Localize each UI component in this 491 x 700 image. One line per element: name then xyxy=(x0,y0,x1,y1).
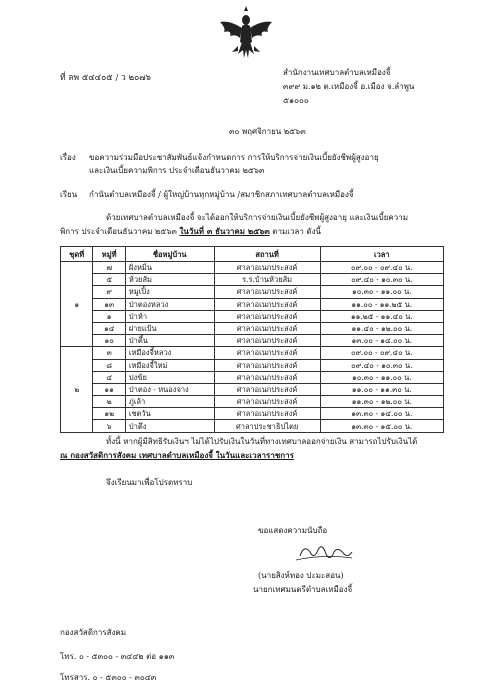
time-cell: ๑๓.๓๐ - ๑๔.๐๐ น. xyxy=(320,408,443,420)
service-date: ในวันที่ ๓ ธันวาคม ๒๕๖๓ xyxy=(179,226,270,236)
place-cell: ศาลาอเนกประสงค์ xyxy=(214,262,320,274)
place-cell: ร.ร.บ้านห้วยส้ม xyxy=(214,274,320,286)
recipient-label: เรียน xyxy=(60,190,78,199)
unit-cell xyxy=(61,347,93,359)
header-moo: หมู่ที่ xyxy=(93,247,125,262)
subject-label: เรื่อง xyxy=(60,153,76,162)
time-cell: ๐๙.๔๐ - ๑๐.๓๐ น. xyxy=(320,359,443,371)
header-time: เวลา xyxy=(320,247,443,262)
table-row xyxy=(61,347,444,359)
unit-cell xyxy=(61,274,93,286)
unit-cell xyxy=(61,335,93,347)
place-cell: ศาลาอเนกประสงค์ xyxy=(214,408,320,420)
time-cell: ๑๑.๐๐ - ๑๑.๓๐ น. xyxy=(320,383,443,395)
footer-telephone: โทร. ๐ - ๕๓๐๐ - ๓๔๔๒ ต่อ ๑๑๓ xyxy=(60,652,175,661)
body-line-2 xyxy=(60,227,321,237)
time-cell: ๐๙.๐๐ - ๐๙.๔๐ น. xyxy=(320,262,443,274)
village-cell: ห้วยส้ม xyxy=(125,274,214,286)
moo-cell: ๓ xyxy=(93,347,125,359)
footer-department: กองสวัสดิการสังคม xyxy=(60,628,127,637)
header-place: สถานที่ xyxy=(214,247,320,262)
unit-cell: ๒ xyxy=(61,383,93,395)
table-header-row xyxy=(61,247,444,262)
moo-cell: ๑๒ xyxy=(93,408,125,420)
unit-cell: ๑ xyxy=(61,298,93,310)
table-row xyxy=(61,274,444,286)
unit-cell xyxy=(61,371,93,383)
village-cell: ป่าตอง - หนองจาง xyxy=(125,383,214,395)
unit-cell xyxy=(61,310,93,322)
time-cell: ๐๙.๐๐ - ๐๙.๔๐ น. xyxy=(320,347,443,359)
table-row xyxy=(61,420,444,432)
village-cell: เหมืองจี้หลวง xyxy=(125,347,214,359)
unit-cell xyxy=(61,286,93,298)
time-cell: ๑๐.๓๐ - ๑๑.๐๐ น. xyxy=(320,286,443,298)
office-address: ๓๙๙ ม.๑๒ ต.เหมืองจี้ อ.เมือง จ.ลำพูน xyxy=(283,82,415,91)
office-postcode: ๕๑๐๐๐ xyxy=(283,96,309,105)
place-cell: ศาลาอเนกประสงค์ xyxy=(214,298,320,310)
note-line-1: ทั้งนี้ หากผู้มีสิทธิรับเงินฯ ไม่ได้ไปรับเงินในวันที่ทางเทศบาลออกจ่ายเงิน สามารถไปรับเงินได้ xyxy=(106,437,418,446)
recipient-text: กำนันตำบลเหมืองจี้ / ผู้ใหญ่บ้านทุกหมู่บ้าน /สมาชิกสภาเทศบาลตำบลเหมืองจี้ xyxy=(89,190,354,199)
village-cell: ภู่เล้า xyxy=(125,396,214,408)
village-cell: ป่าตองหลวง xyxy=(125,298,214,310)
header-unit: ชุดที่ xyxy=(61,247,93,262)
place-cell: ศาลาอเนกประสงค์ xyxy=(214,286,320,298)
place-cell: ศาลาอเนกประสงค์ xyxy=(214,359,320,371)
time-cell: ๑๑.๐๐ - ๑๑.๒๕ น. xyxy=(320,298,443,310)
place-cell: ศาลาอเนกประสงค์ xyxy=(214,335,320,347)
village-cell: ป่าตึง xyxy=(125,420,214,432)
unit-cell xyxy=(61,420,93,432)
table-row xyxy=(61,310,444,322)
signer-name: (นายสิงห์ทอง ปะมะสอน) xyxy=(258,571,344,580)
time-cell: ๑๑.๓๐ - ๑๒.๐๐ น. xyxy=(320,396,443,408)
unit-cell xyxy=(61,408,93,420)
place-cell: ศาลาอเนกประสงค์ xyxy=(214,383,320,395)
unit-cell xyxy=(61,262,93,274)
table-row xyxy=(61,286,444,298)
header-village: ชื่อหมู่บ้าน xyxy=(125,247,214,262)
body-line-2-prefix: พิการ ประจำเดือนธันวาคม ๒๕๖๓ xyxy=(60,227,180,236)
body-line-2-suffix: ตามเวลา ดังนี้ xyxy=(269,227,321,236)
moo-cell: ๑ xyxy=(93,310,125,322)
place-cell: ศาลาประชาธิปไตย xyxy=(214,420,320,432)
closing-text: จึงเรียนมาเพื่อโปรดทราบ xyxy=(106,478,193,487)
moo-cell: ๙ xyxy=(93,286,125,298)
subject-line-1: ขอความร่วมมือประชาสัมพันธ์แจ้งกำหนดการ การให้บริการจ่ายเงินเบี้ยยังชีพผู้สูงอายุ xyxy=(89,153,379,162)
table-row xyxy=(61,359,444,371)
village-cell: ฝายแป้น xyxy=(125,322,214,334)
moo-cell: ๑๑ xyxy=(93,383,125,395)
moo-cell: ๑๔ xyxy=(93,322,125,334)
garuda-emblem-icon xyxy=(218,6,274,62)
subject-line-2: และเงินเบี้ยความพิการ ประจำเดือนธันวาคม ๒๕๖๓ xyxy=(89,166,265,175)
village-cell: เหมืองจี้ใหม่ xyxy=(125,359,214,371)
document-number: ที่ ลพ ๕๔๔๐๕ / ว ๒๐๗๖ xyxy=(60,73,152,83)
moo-cell: ๕ xyxy=(93,274,125,286)
table-body xyxy=(61,262,444,433)
footer-fax: โทรสาร. ๐ - ๕๓๐๐ - ๓๐๔๓ xyxy=(60,673,157,682)
village-cell: หมูเปิ้ง xyxy=(125,286,214,298)
table-row xyxy=(61,322,444,334)
table-row xyxy=(61,396,444,408)
signature-regards: ขอแสดงความนับถือ xyxy=(258,526,328,535)
unit-cell xyxy=(61,359,93,371)
payment-schedule-table xyxy=(60,246,444,433)
body-line-1: ด้วยเทศบาลตำบลเหมืองจี้ จะได้ออกให้บริการจ่ายเงินเบี้ยยังชีพผู้สูงอายุ และเงินเบี้ยความ xyxy=(106,213,409,222)
time-cell: ๑๑.๒๕ - ๑๑.๔๐ น. xyxy=(320,310,443,322)
unit-cell xyxy=(61,322,93,334)
moo-cell: ๖ xyxy=(93,420,125,432)
village-cell: เชตวัน xyxy=(125,408,214,420)
moo-cell: ๘ xyxy=(93,359,125,371)
place-cell: ศาลาอเนกประสงค์ xyxy=(214,396,320,408)
place-cell: ศาลาอเนกประสงค์ xyxy=(214,371,320,383)
table-row xyxy=(61,371,444,383)
signer-position: นายกเทศมนตรีตำบลเหมืองจี้ xyxy=(253,585,353,594)
time-cell: ๑๓.๓๐ - ๑๕.๐๐ น. xyxy=(320,420,443,432)
note-line-2: ณ กองสวัสดิการสังคม เทศบาลตำบลเหมืองจี้ ในวันและเวลาราชการ xyxy=(60,450,294,460)
handwritten-signature xyxy=(294,540,354,564)
village-cell: ป่าห้า xyxy=(125,310,214,322)
time-cell: ๑๓.๐๐ - ๑๔.๐๐ น. xyxy=(320,335,443,347)
moo-cell: ๑๓ xyxy=(93,298,125,310)
moo-cell: ๗ xyxy=(93,262,125,274)
moo-cell: ๒ xyxy=(93,396,125,408)
place-cell: ศาลาอเนกประสงค์ xyxy=(214,347,320,359)
time-cell: ๑๑.๔๐ - ๑๒.๐๐ น. xyxy=(320,322,443,334)
village-cell: ฝั่งหมิ่น xyxy=(125,262,214,274)
place-cell: ศาลาอเนกประสงค์ xyxy=(214,310,320,322)
table-row xyxy=(61,298,444,310)
moo-cell: ๑๐ xyxy=(93,335,125,347)
place-cell: ศาลาอเนกประสงค์ xyxy=(214,322,320,334)
village-cell: ปงข้ย xyxy=(125,371,214,383)
time-cell: ๐๙.๔๐ - ๑๐.๓๐ น. xyxy=(320,274,443,286)
village-cell: ป่าตึ้น xyxy=(125,335,214,347)
unit-cell xyxy=(61,396,93,408)
table-row xyxy=(61,408,444,420)
moo-cell: ๔ xyxy=(93,371,125,383)
document-date: ๓๐ พฤศจิกายน ๒๕๖๓ xyxy=(229,127,306,136)
office-name: สำนักงานเทศบาลตำบลเหมืองจี้ xyxy=(283,68,391,77)
time-cell: ๑๐.๓๐ - ๑๑.๐๐ น. xyxy=(320,371,443,383)
table-row xyxy=(61,335,444,347)
table-row xyxy=(61,262,444,274)
table-row xyxy=(61,383,444,395)
